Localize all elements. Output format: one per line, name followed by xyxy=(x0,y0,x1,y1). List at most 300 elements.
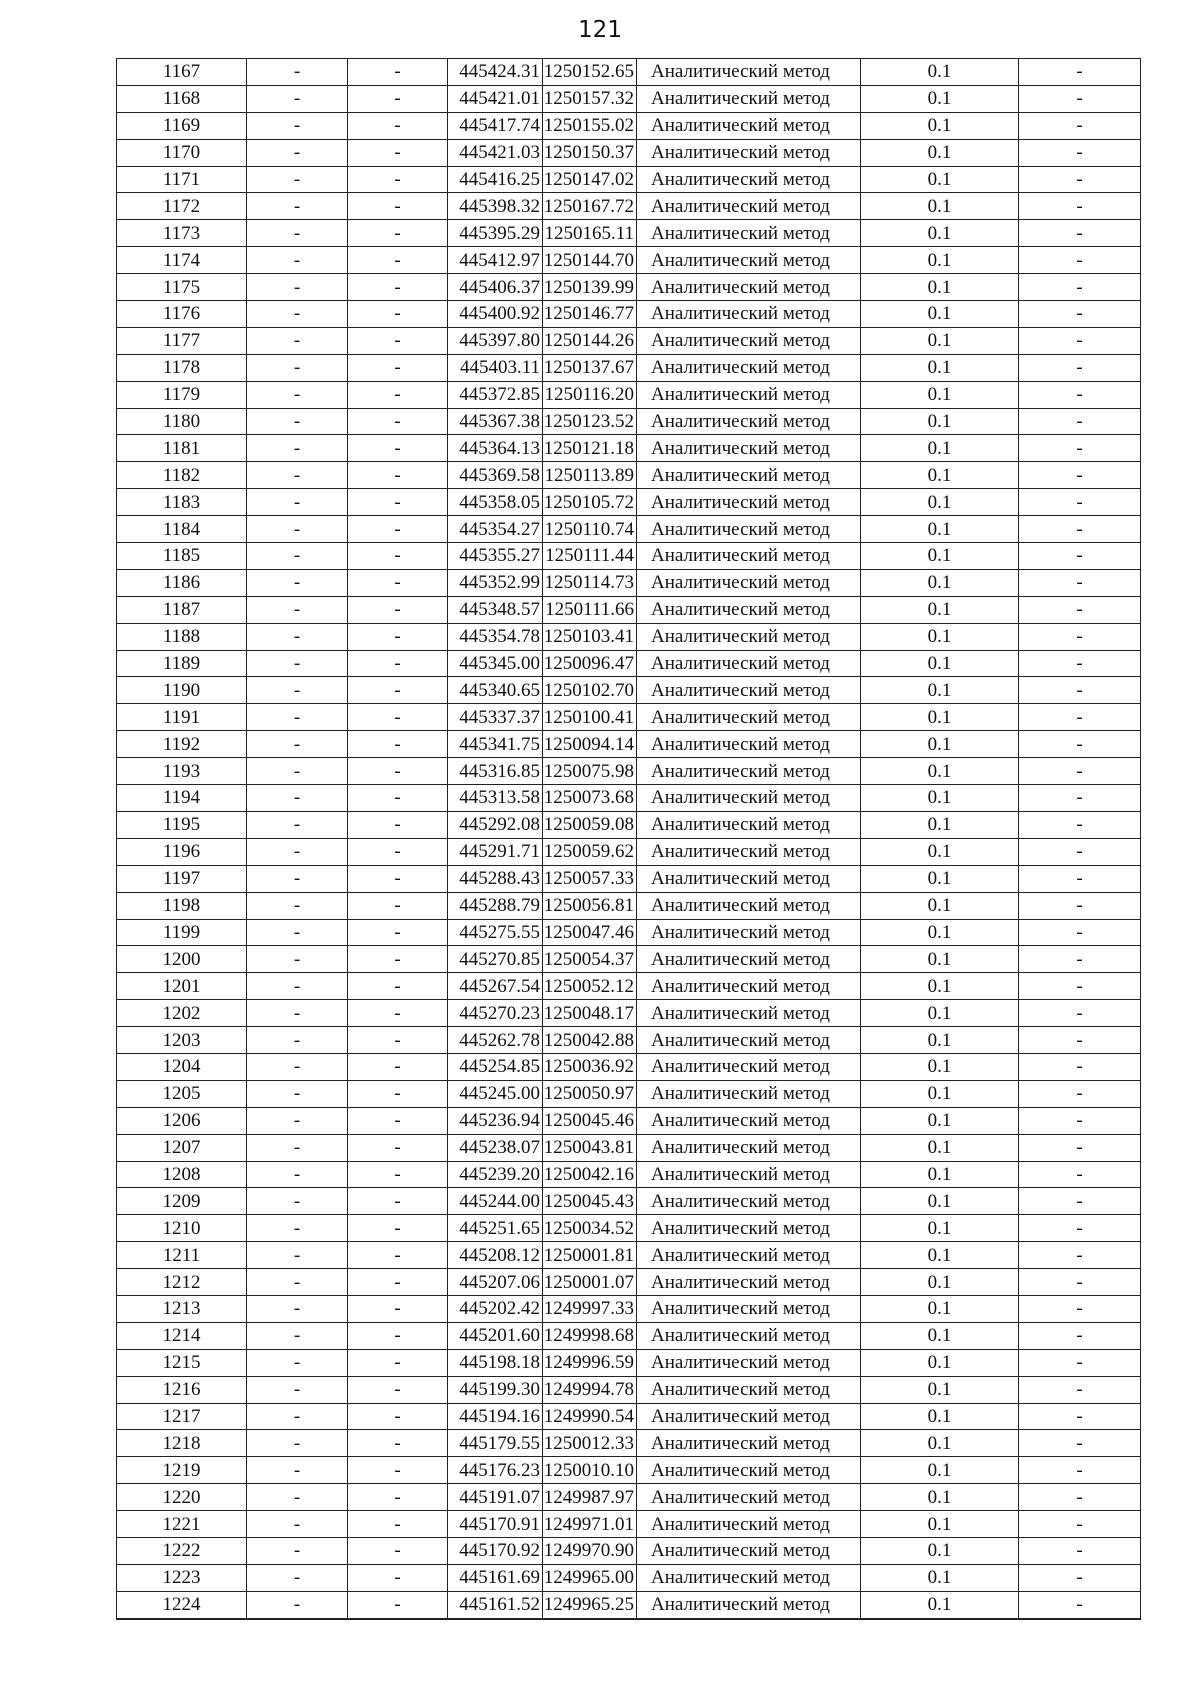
cell-method: Аналитический метод xyxy=(637,1403,861,1430)
table-row xyxy=(117,758,1141,785)
cell-accuracy: 0.1 xyxy=(861,1242,1019,1269)
cell-x-coordinate: 445208.12 xyxy=(448,1242,543,1269)
table-row xyxy=(117,462,1141,489)
cell-x-coordinate: 445348.57 xyxy=(448,596,543,623)
cell-method: Аналитический метод xyxy=(637,408,861,435)
cell-col-8: - xyxy=(1019,220,1141,247)
cell-col-2: - xyxy=(247,1403,348,1430)
cell-col-3: - xyxy=(348,381,448,408)
cell-method: Аналитический метод xyxy=(637,435,861,462)
cell-col-8: - xyxy=(1019,408,1141,435)
cell-y-coordinate: 1249994.78 xyxy=(543,1376,637,1403)
cell-col-2: - xyxy=(247,1107,348,1134)
cell-col-3: - xyxy=(348,677,448,704)
cell-y-coordinate: 1250147.02 xyxy=(543,166,637,193)
cell-point-number: 1171 xyxy=(117,166,247,193)
cell-col-3: - xyxy=(348,973,448,1000)
cell-point-number: 1173 xyxy=(117,220,247,247)
cell-col-3: - xyxy=(348,596,448,623)
table-row xyxy=(117,1484,1141,1511)
cell-accuracy: 0.1 xyxy=(861,650,1019,677)
cell-col-2: - xyxy=(247,1457,348,1484)
cell-y-coordinate: 1250042.16 xyxy=(543,1161,637,1188)
cell-col-8: - xyxy=(1019,354,1141,381)
cell-point-number: 1219 xyxy=(117,1457,247,1484)
cell-accuracy: 0.1 xyxy=(861,704,1019,731)
cell-col-3: - xyxy=(348,543,448,570)
cell-accuracy: 0.1 xyxy=(861,543,1019,570)
cell-point-number: 1168 xyxy=(117,85,247,112)
cell-point-number: 1204 xyxy=(117,1053,247,1080)
cell-y-coordinate: 1250001.81 xyxy=(543,1242,637,1269)
cell-y-coordinate: 1250105.72 xyxy=(543,489,637,516)
cell-point-number: 1206 xyxy=(117,1107,247,1134)
cell-col-2: - xyxy=(247,85,348,112)
cell-col-8: - xyxy=(1019,1403,1141,1430)
table-row xyxy=(117,1242,1141,1269)
cell-x-coordinate: 445292.08 xyxy=(448,811,543,838)
cell-col-8: - xyxy=(1019,166,1141,193)
cell-x-coordinate: 445421.03 xyxy=(448,139,543,166)
table-row xyxy=(117,1322,1141,1349)
cell-x-coordinate: 445345.00 xyxy=(448,650,543,677)
cell-col-8: - xyxy=(1019,1322,1141,1349)
cell-col-3: - xyxy=(348,1295,448,1322)
cell-col-2: - xyxy=(247,354,348,381)
table-row xyxy=(117,327,1141,354)
cell-col-8: - xyxy=(1019,623,1141,650)
cell-x-coordinate: 445236.94 xyxy=(448,1107,543,1134)
cell-point-number: 1187 xyxy=(117,596,247,623)
cell-col-2: - xyxy=(247,946,348,973)
cell-col-3: - xyxy=(348,1215,448,1242)
cell-point-number: 1175 xyxy=(117,274,247,301)
cell-method: Аналитический метод xyxy=(637,1322,861,1349)
cell-method: Аналитический метод xyxy=(637,85,861,112)
cell-col-8: - xyxy=(1019,838,1141,865)
cell-col-2: - xyxy=(247,274,348,301)
cell-x-coordinate: 445288.79 xyxy=(448,892,543,919)
cell-y-coordinate: 1250010.10 xyxy=(543,1457,637,1484)
cell-point-number: 1194 xyxy=(117,785,247,812)
cell-col-2: - xyxy=(247,1564,348,1591)
cell-y-coordinate: 1250043.81 xyxy=(543,1134,637,1161)
cell-accuracy: 0.1 xyxy=(861,623,1019,650)
cell-col-8: - xyxy=(1019,704,1141,731)
cell-x-coordinate: 445352.99 xyxy=(448,569,543,596)
cell-col-2: - xyxy=(247,569,348,596)
cell-y-coordinate: 1249965.00 xyxy=(543,1564,637,1591)
cell-method: Аналитический метод xyxy=(637,785,861,812)
table-row xyxy=(117,1053,1141,1080)
cell-point-number: 1169 xyxy=(117,112,247,139)
cell-col-2: - xyxy=(247,1430,348,1457)
cell-accuracy: 0.1 xyxy=(861,838,1019,865)
cell-col-8: - xyxy=(1019,301,1141,328)
cell-point-number: 1191 xyxy=(117,704,247,731)
cell-col-2: - xyxy=(247,1161,348,1188)
cell-col-3: - xyxy=(348,274,448,301)
table-row xyxy=(117,1027,1141,1054)
cell-col-2: - xyxy=(247,112,348,139)
cell-col-2: - xyxy=(247,865,348,892)
cell-point-number: 1200 xyxy=(117,946,247,973)
cell-y-coordinate: 1250167.72 xyxy=(543,193,637,220)
cell-col-2: - xyxy=(247,650,348,677)
cell-y-coordinate: 1250114.73 xyxy=(543,569,637,596)
cell-col-8: - xyxy=(1019,1511,1141,1538)
cell-col-3: - xyxy=(348,892,448,919)
cell-col-2: - xyxy=(247,1349,348,1376)
cell-point-number: 1189 xyxy=(117,650,247,677)
cell-method: Аналитический метод xyxy=(637,1053,861,1080)
cell-col-3: - xyxy=(348,865,448,892)
cell-y-coordinate: 1250137.67 xyxy=(543,354,637,381)
cell-point-number: 1174 xyxy=(117,247,247,274)
table-row xyxy=(117,1349,1141,1376)
table-row xyxy=(117,1457,1141,1484)
cell-method: Аналитический метод xyxy=(637,731,861,758)
cell-col-2: - xyxy=(247,59,348,86)
cell-col-2: - xyxy=(247,381,348,408)
cell-y-coordinate: 1250048.17 xyxy=(543,1000,637,1027)
cell-point-number: 1210 xyxy=(117,1215,247,1242)
table-row xyxy=(117,274,1141,301)
cell-point-number: 1193 xyxy=(117,758,247,785)
cell-y-coordinate: 1250056.81 xyxy=(543,892,637,919)
cell-col-8: - xyxy=(1019,569,1141,596)
table-row xyxy=(117,1107,1141,1134)
table-row xyxy=(117,811,1141,838)
table-row xyxy=(117,408,1141,435)
cell-x-coordinate: 445161.69 xyxy=(448,1564,543,1591)
cell-y-coordinate: 1249996.59 xyxy=(543,1349,637,1376)
table-row xyxy=(117,1564,1141,1591)
table-row xyxy=(117,59,1141,86)
table-row xyxy=(117,1134,1141,1161)
cell-col-8: - xyxy=(1019,919,1141,946)
cell-accuracy: 0.1 xyxy=(861,1107,1019,1134)
cell-col-8: - xyxy=(1019,758,1141,785)
cell-accuracy: 0.1 xyxy=(861,811,1019,838)
cell-col-2: - xyxy=(247,811,348,838)
cell-y-coordinate: 1250152.65 xyxy=(543,59,637,86)
cell-x-coordinate: 445207.06 xyxy=(448,1269,543,1296)
cell-point-number: 1217 xyxy=(117,1403,247,1430)
cell-col-2: - xyxy=(247,1322,348,1349)
cell-method: Аналитический метод xyxy=(637,220,861,247)
cell-x-coordinate: 445288.43 xyxy=(448,865,543,892)
cell-method: Аналитический метод xyxy=(637,946,861,973)
cell-y-coordinate: 1250045.46 xyxy=(543,1107,637,1134)
cell-accuracy: 0.1 xyxy=(861,1403,1019,1430)
table-row xyxy=(117,596,1141,623)
cell-point-number: 1212 xyxy=(117,1269,247,1296)
cell-x-coordinate: 445245.00 xyxy=(448,1080,543,1107)
cell-col-2: - xyxy=(247,543,348,570)
cell-point-number: 1202 xyxy=(117,1000,247,1027)
cell-col-8: - xyxy=(1019,1188,1141,1215)
cell-col-2: - xyxy=(247,1376,348,1403)
cell-col-2: - xyxy=(247,408,348,435)
cell-y-coordinate: 1250036.92 xyxy=(543,1053,637,1080)
cell-x-coordinate: 445372.85 xyxy=(448,381,543,408)
cell-col-2: - xyxy=(247,139,348,166)
cell-method: Аналитический метод xyxy=(637,1295,861,1322)
cell-point-number: 1190 xyxy=(117,677,247,704)
cell-col-3: - xyxy=(348,462,448,489)
cell-col-8: - xyxy=(1019,731,1141,758)
cell-col-3: - xyxy=(348,1053,448,1080)
table-row xyxy=(117,677,1141,704)
cell-col-2: - xyxy=(247,1269,348,1296)
cell-x-coordinate: 445270.23 xyxy=(448,1000,543,1027)
cell-point-number: 1186 xyxy=(117,569,247,596)
table-row xyxy=(117,865,1141,892)
cell-point-number: 1199 xyxy=(117,919,247,946)
cell-accuracy: 0.1 xyxy=(861,1161,1019,1188)
cell-method: Аналитический метод xyxy=(637,569,861,596)
table-row xyxy=(117,1188,1141,1215)
cell-method: Аналитический метод xyxy=(637,1484,861,1511)
cell-y-coordinate: 1250059.08 xyxy=(543,811,637,838)
cell-col-2: - xyxy=(247,435,348,462)
cell-accuracy: 0.1 xyxy=(861,946,1019,973)
cell-y-coordinate: 1250116.20 xyxy=(543,381,637,408)
cell-accuracy: 0.1 xyxy=(861,919,1019,946)
cell-method: Аналитический метод xyxy=(637,596,861,623)
cell-x-coordinate: 445198.18 xyxy=(448,1349,543,1376)
cell-col-2: - xyxy=(247,1484,348,1511)
cell-x-coordinate: 445424.31 xyxy=(448,59,543,86)
cell-accuracy: 0.1 xyxy=(861,1000,1019,1027)
cell-method: Аналитический метод xyxy=(637,704,861,731)
table-row xyxy=(117,166,1141,193)
cell-method: Аналитический метод xyxy=(637,1457,861,1484)
cell-col-8: - xyxy=(1019,1564,1141,1591)
cell-method: Аналитический метод xyxy=(637,623,861,650)
cell-accuracy: 0.1 xyxy=(861,85,1019,112)
cell-col-3: - xyxy=(348,1322,448,1349)
cell-col-3: - xyxy=(348,1188,448,1215)
cell-x-coordinate: 445340.65 xyxy=(448,677,543,704)
table-row xyxy=(117,381,1141,408)
cell-x-coordinate: 445369.58 xyxy=(448,462,543,489)
cell-col-8: - xyxy=(1019,1215,1141,1242)
table-row xyxy=(117,569,1141,596)
cell-method: Аналитический метод xyxy=(637,973,861,1000)
cell-accuracy: 0.1 xyxy=(861,327,1019,354)
cell-col-2: - xyxy=(247,220,348,247)
table-row xyxy=(117,731,1141,758)
table-row xyxy=(117,301,1141,328)
table-row xyxy=(117,1000,1141,1027)
cell-col-8: - xyxy=(1019,1269,1141,1296)
cell-y-coordinate: 1249998.68 xyxy=(543,1322,637,1349)
cell-col-3: - xyxy=(348,623,448,650)
cell-method: Аналитический метод xyxy=(637,543,861,570)
cell-x-coordinate: 445400.92 xyxy=(448,301,543,328)
cell-x-coordinate: 445251.65 xyxy=(448,1215,543,1242)
cell-col-8: - xyxy=(1019,543,1141,570)
table-row xyxy=(117,1269,1141,1296)
cell-method: Аналитический метод xyxy=(637,516,861,543)
cell-method: Аналитический метод xyxy=(637,489,861,516)
cell-point-number: 1178 xyxy=(117,354,247,381)
cell-col-8: - xyxy=(1019,489,1141,516)
cell-point-number: 1218 xyxy=(117,1430,247,1457)
cell-x-coordinate: 445201.60 xyxy=(448,1322,543,1349)
cell-col-8: - xyxy=(1019,247,1141,274)
cell-col-8: - xyxy=(1019,381,1141,408)
cell-y-coordinate: 1250150.37 xyxy=(543,139,637,166)
cell-col-3: - xyxy=(348,650,448,677)
cell-accuracy: 0.1 xyxy=(861,301,1019,328)
cell-y-coordinate: 1250111.66 xyxy=(543,596,637,623)
cell-col-3: - xyxy=(348,193,448,220)
cell-col-2: - xyxy=(247,1188,348,1215)
cell-col-2: - xyxy=(247,1134,348,1161)
table-row xyxy=(117,543,1141,570)
cell-accuracy: 0.1 xyxy=(861,274,1019,301)
cell-method: Аналитический метод xyxy=(637,1027,861,1054)
table-row xyxy=(117,139,1141,166)
cell-accuracy: 0.1 xyxy=(861,1322,1019,1349)
cell-point-number: 1216 xyxy=(117,1376,247,1403)
table-body xyxy=(117,59,1141,1619)
cell-col-2: - xyxy=(247,1080,348,1107)
table-row xyxy=(117,704,1141,731)
cell-method: Аналитический метод xyxy=(637,381,861,408)
cell-col-8: - xyxy=(1019,462,1141,489)
cell-x-coordinate: 445254.85 xyxy=(448,1053,543,1080)
cell-accuracy: 0.1 xyxy=(861,112,1019,139)
cell-col-3: - xyxy=(348,139,448,166)
table-row xyxy=(117,1080,1141,1107)
cell-point-number: 1207 xyxy=(117,1134,247,1161)
cell-col-3: - xyxy=(348,758,448,785)
cell-col-3: - xyxy=(348,408,448,435)
cell-y-coordinate: 1250057.33 xyxy=(543,865,637,892)
cell-x-coordinate: 445416.25 xyxy=(448,166,543,193)
cell-y-coordinate: 1249970.90 xyxy=(543,1537,637,1564)
cell-y-coordinate: 1249990.54 xyxy=(543,1403,637,1430)
cell-point-number: 1188 xyxy=(117,623,247,650)
cell-col-3: - xyxy=(348,1000,448,1027)
cell-method: Аналитический метод xyxy=(637,1430,861,1457)
cell-col-8: - xyxy=(1019,1457,1141,1484)
cell-x-coordinate: 445275.55 xyxy=(448,919,543,946)
cell-col-8: - xyxy=(1019,1053,1141,1080)
cell-x-coordinate: 445412.97 xyxy=(448,247,543,274)
cell-col-3: - xyxy=(348,1027,448,1054)
cell-col-3: - xyxy=(348,220,448,247)
cell-y-coordinate: 1250110.74 xyxy=(543,516,637,543)
cell-x-coordinate: 445337.37 xyxy=(448,704,543,731)
cell-point-number: 1195 xyxy=(117,811,247,838)
cell-x-coordinate: 445239.20 xyxy=(448,1161,543,1188)
cell-point-number: 1182 xyxy=(117,462,247,489)
cell-y-coordinate: 1250052.12 xyxy=(543,973,637,1000)
cell-accuracy: 0.1 xyxy=(861,193,1019,220)
cell-col-3: - xyxy=(348,1107,448,1134)
cell-x-coordinate: 445170.92 xyxy=(448,1537,543,1564)
cell-point-number: 1213 xyxy=(117,1295,247,1322)
cell-y-coordinate: 1250123.52 xyxy=(543,408,637,435)
page-number: 121 xyxy=(578,17,622,43)
cell-accuracy: 0.1 xyxy=(861,1215,1019,1242)
cell-point-number: 1196 xyxy=(117,838,247,865)
cell-col-2: - xyxy=(247,1215,348,1242)
cell-accuracy: 0.1 xyxy=(861,1269,1019,1296)
cell-accuracy: 0.1 xyxy=(861,1188,1019,1215)
table-row xyxy=(117,973,1141,1000)
table-row xyxy=(117,946,1141,973)
cell-col-8: - xyxy=(1019,85,1141,112)
cell-accuracy: 0.1 xyxy=(861,166,1019,193)
cell-col-3: - xyxy=(348,247,448,274)
cell-y-coordinate: 1250121.18 xyxy=(543,435,637,462)
cell-col-3: - xyxy=(348,166,448,193)
table-row xyxy=(117,489,1141,516)
cell-point-number: 1183 xyxy=(117,489,247,516)
cell-method: Аналитический метод xyxy=(637,1376,861,1403)
cell-col-2: - xyxy=(247,1000,348,1027)
cell-col-8: - xyxy=(1019,650,1141,677)
cell-col-8: - xyxy=(1019,973,1141,1000)
cell-method: Аналитический метод xyxy=(637,1134,861,1161)
cell-col-8: - xyxy=(1019,1484,1141,1511)
cell-accuracy: 0.1 xyxy=(861,1349,1019,1376)
cell-point-number: 1185 xyxy=(117,543,247,570)
cell-y-coordinate: 1250144.70 xyxy=(543,247,637,274)
table-row xyxy=(117,1376,1141,1403)
table-row xyxy=(117,85,1141,112)
cell-x-coordinate: 445341.75 xyxy=(448,731,543,758)
cell-col-8: - xyxy=(1019,811,1141,838)
cell-y-coordinate: 1250073.68 xyxy=(543,785,637,812)
cell-method: Аналитический метод xyxy=(637,919,861,946)
cell-col-3: - xyxy=(348,435,448,462)
cell-x-coordinate: 445364.13 xyxy=(448,435,543,462)
cell-col-8: - xyxy=(1019,1295,1141,1322)
cell-col-8: - xyxy=(1019,1161,1141,1188)
cell-point-number: 1177 xyxy=(117,327,247,354)
cell-point-number: 1209 xyxy=(117,1188,247,1215)
cell-y-coordinate: 1250042.88 xyxy=(543,1027,637,1054)
cell-point-number: 1179 xyxy=(117,381,247,408)
cell-col-3: - xyxy=(348,1511,448,1538)
cell-y-coordinate: 1250139.99 xyxy=(543,274,637,301)
cell-y-coordinate: 1250012.33 xyxy=(543,1430,637,1457)
table-row xyxy=(117,1430,1141,1457)
cell-y-coordinate: 1250094.14 xyxy=(543,731,637,758)
cell-y-coordinate: 1250059.62 xyxy=(543,838,637,865)
table-row xyxy=(117,1591,1141,1618)
cell-method: Аналитический метод xyxy=(637,112,861,139)
cell-col-8: - xyxy=(1019,112,1141,139)
cell-point-number: 1208 xyxy=(117,1161,247,1188)
cell-accuracy: 0.1 xyxy=(861,139,1019,166)
table-row xyxy=(117,785,1141,812)
coordinates-table xyxy=(116,58,1141,1620)
cell-method: Аналитический метод xyxy=(637,327,861,354)
cell-x-coordinate: 445161.52 xyxy=(448,1591,543,1618)
cell-x-coordinate: 445406.37 xyxy=(448,274,543,301)
cell-col-3: - xyxy=(348,489,448,516)
cell-y-coordinate: 1250111.44 xyxy=(543,543,637,570)
cell-col-3: - xyxy=(348,1484,448,1511)
